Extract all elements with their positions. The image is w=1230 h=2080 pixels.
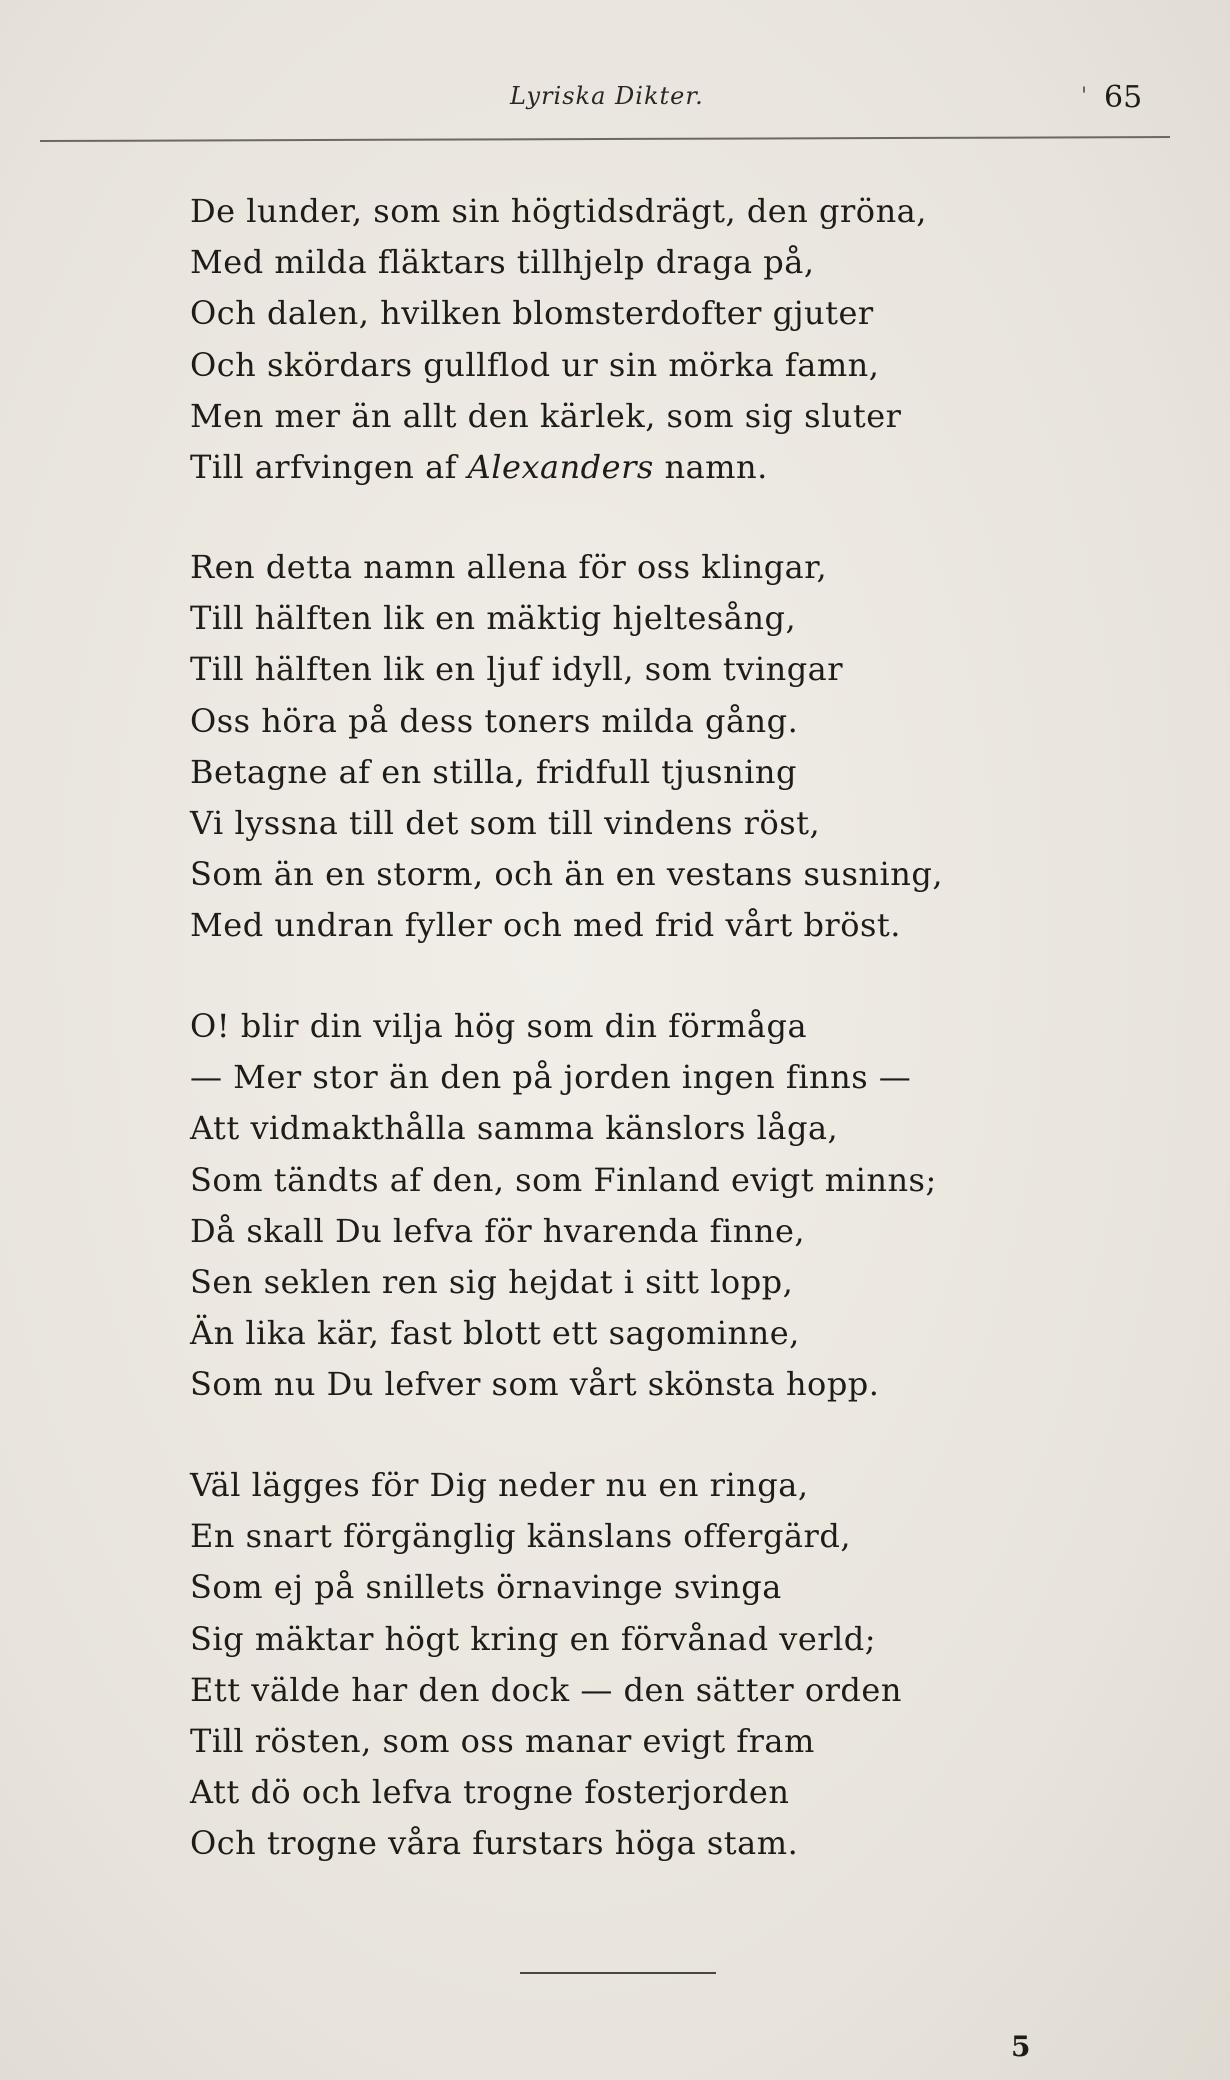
poem-line: Med undran fyller och med frid vårt bröst. [190,906,901,945]
poem-line: Ett välde har den dock — den sätter orden [190,1670,902,1709]
running-title: Lyriska Dikter. [510,82,704,110]
closing-rule [520,1972,716,1974]
poem-line: Till hälften lik en mäktig hjeltesång, [190,599,797,638]
poem-line: — Mer stor än den på jorden ingen finns — [190,1058,912,1097]
poem-line: Att dö och lefva trogne fosterjorden [190,1773,790,1812]
poem-line: Oss höra på dess toners milda gång. [190,701,799,740]
poem-line: Än lika kär, fast blott ett sagominne, [190,1314,800,1353]
poem-line: Att vidmakthålla samma känslors låga, [190,1109,839,1148]
poem-line: Till hälften lik en ljuf idyll, som tvingar [190,650,844,689]
poem-line: En snart förgänglig känslans offergärd, [190,1517,851,1556]
italic-name: Alexanders [467,448,654,487]
poem-line: Som tändts af den, som Finland evigt minns; [190,1160,937,1199]
stanza-2 [190,542,943,952]
poem-line: Som ej på snillets örnavinge svinga [190,1568,782,1607]
poem-line: Då skall Du lefva för hvarenda finne, [190,1211,806,1250]
poem-line: Sig mäktar högt kring en förvånad verld; [190,1619,877,1658]
poem-line: Som än en storm, och än en vestans susning, [190,855,943,894]
header-rule [40,136,1170,142]
poem-line: Väl lägges för Dig neder nu en ringa, [190,1466,809,1504]
poem-line: Och dalen, hvilken blomsterdofter gjuter [190,294,874,333]
page-number: 65 [1104,80,1143,115]
poem-line: Och skördars gullflod ur sin mörka famn, [190,345,880,384]
poem-line: De lunder, som sin högtidsdrägt, den gröna, [190,192,927,230]
poem-line: Som nu Du lefver som vårt skönsta hopp. [190,1365,880,1404]
poem-line: Och trogne våra furstars höga stam. [190,1824,799,1863]
stanza-3 [190,1001,937,1411]
poem-line: O! blir din vilja hög som din förmåga [190,1007,808,1045]
line-suffix: namn. [653,448,768,487]
line-prefix: Till arfvingen af [190,448,468,487]
header-mark: ' [1081,84,1088,109]
poem-line: Betagne af en stilla, fridfull tjusning [190,752,798,791]
stanza-1 [190,186,927,493]
signature-mark: 5 [1011,2030,1031,2063]
poem-line-last [190,442,927,493]
stanza-4 [190,1460,902,1870]
poem-line: Med milda fläktars tillhjelp draga på, [190,243,815,282]
poem-line: Till rösten, som oss manar evigt fram [190,1722,815,1761]
poem-line: Vi lyssna till det som till vindens röst, [190,804,821,843]
poem-line: Sen seklen ren sig hejdat i sitt lopp, [190,1263,794,1302]
poem-line: Men mer än allt den kärlek, som sig sluter [190,396,902,435]
poem-line: Ren detta namn allena för oss klingar, [190,548,828,586]
